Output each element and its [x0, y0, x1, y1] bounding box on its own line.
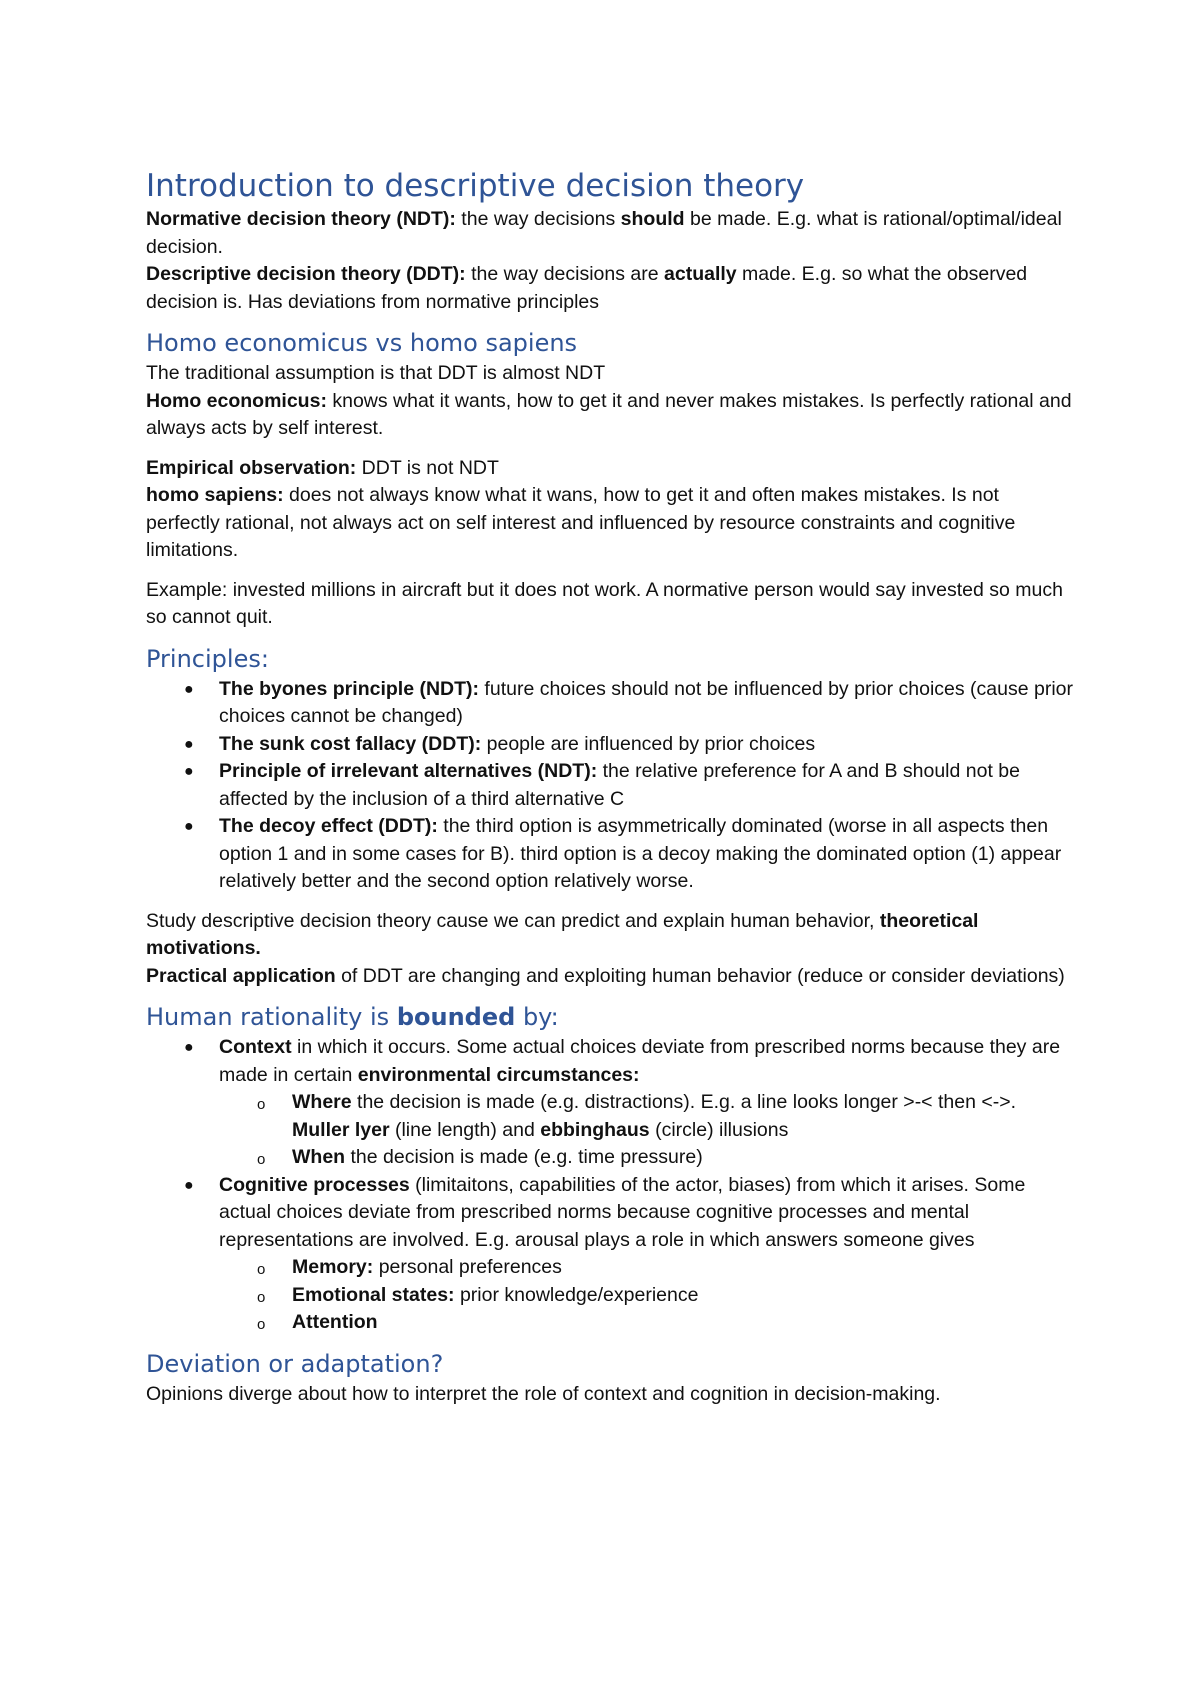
context-term: Context — [219, 1036, 292, 1058]
homo-economicus-term: Homo economicus: — [146, 389, 327, 412]
theoretical-motivations: theoretical motivations. — [146, 909, 979, 959]
when-term: When — [292, 1146, 346, 1168]
memory-term: Memory: — [292, 1256, 374, 1278]
list-item — [219, 1089, 1076, 1144]
sub-bullet-icon: o — [257, 1288, 266, 1306]
ddt-term: Descriptive decision theory (DDT): — [146, 263, 466, 285]
principle-text: future choices should not be influenced by prior choices (cause prior choices cannot be changed) — [219, 677, 1074, 727]
list-item — [219, 1309, 1076, 1337]
ndt-definition — [146, 206, 1076, 261]
practical-application — [146, 963, 1076, 991]
list-item — [219, 1144, 1076, 1172]
list-item — [146, 1034, 1076, 1172]
principle-term: Principle of irrelevant alternatives (NDT): — [219, 760, 598, 782]
section-heading-homo: Homo economicus vs homo sapiens — [146, 329, 578, 357]
deviation-text: Opinions diverge about how to interpret the role of context and cognition in decision-making. — [146, 1382, 941, 1405]
empirical-text: DDT is not NDT — [356, 456, 499, 479]
practical-application-term: Practical application — [146, 964, 336, 987]
document-body — [146, 168, 1076, 1408]
ebbinghaus: ebbinghaus — [540, 1118, 650, 1141]
list-item — [219, 1282, 1076, 1310]
ndt-text-2: be made. E.g. what is rational/optimal/ideal decision. — [146, 208, 1062, 258]
cognitive-sublist — [219, 1254, 1076, 1337]
context-sublist — [219, 1089, 1076, 1172]
where-text-2: (line length) and — [389, 1118, 541, 1141]
where-text-3: (circle) illusions — [649, 1118, 789, 1141]
homo-sapiens-text: does not always know what it wans, how to get it and often makes mistakes. Is not perfectly rational, not always act on self interest and influenced by resource constraints and cognitive limitations. — [146, 484, 1016, 561]
bullet-icon: ● — [184, 1176, 194, 1194]
emotional-states-text: prior knowledge/experience — [454, 1283, 699, 1306]
homo-sapiens-term: homo sapiens: — [146, 484, 284, 506]
environmental-circumstances: environmental circumstances: — [357, 1063, 640, 1086]
bullet-icon: ● — [184, 818, 194, 835]
bullet-icon: ● — [184, 680, 194, 698]
ndt-emphasis: should — [620, 208, 685, 230]
principle-term: The sunk cost fallacy (DDT): — [219, 732, 482, 755]
list-item — [146, 731, 1076, 759]
principle-text: the relative preference for A and B should not be affected by the inclusion of a third alternative C — [219, 760, 1020, 810]
principle-text: the third option is asymmetrically dominated (worse in all aspects then option 1 and in some cases for B). third option is a decoy making the dominated option (1) appear relatively better and the second option relatively worse. — [219, 815, 1062, 892]
when-text: the decision is made (e.g. time pressure) — [345, 1146, 703, 1168]
memory-text: personal preferences — [373, 1256, 562, 1278]
ddt-text-2: made. E.g. so what the observed decision is. Has deviations from normative principles — [146, 263, 1028, 313]
bounded-heading-post: by: — [515, 1003, 559, 1031]
emotional-states-term: Emotional states: — [292, 1283, 455, 1306]
cognitive-processes-term: Cognitive processes — [219, 1173, 410, 1196]
traditional-assumption: The traditional assumption is that DDT is almost NDT — [146, 362, 606, 384]
principle-term: The decoy effect (DDT): — [219, 815, 438, 837]
aircraft-example: Example: invested millions in aircraft but it does not work. A normative person would say invested so much so cannot quit. — [146, 578, 1063, 628]
list-item — [146, 758, 1076, 813]
page-title: Introduction to descriptive decision theory — [146, 168, 805, 204]
bounded-heading-bold: bounded — [396, 1003, 516, 1031]
practical-application-text: of DDT are changing and exploiting human behavior (reduce or consider deviations) — [335, 964, 1065, 987]
list-item — [219, 1254, 1076, 1282]
muller-lyer: Muller lyer — [292, 1118, 390, 1141]
context-text: in which it occurs. Some actual choices deviate from prescribed norms because they are made in certain — [219, 1036, 1061, 1086]
where-text-1: the decision is made (e.g. distractions). E.g. a line looks longer >-< then <->. — [351, 1091, 1017, 1113]
bullet-icon: ● — [184, 1039, 194, 1056]
principles-list — [146, 676, 1076, 896]
list-item — [146, 676, 1076, 731]
empirical-observation — [146, 455, 1076, 483]
study-text-1: Study descriptive decision theory cause we can predict and explain human behavior, — [146, 909, 880, 932]
ddt-emphasis: actually — [664, 263, 737, 285]
bullet-icon: ● — [184, 735, 194, 753]
sub-bullet-icon: o — [257, 1096, 266, 1113]
section-heading-deviation: Deviation or adaptation? — [146, 1349, 444, 1378]
ndt-text-1: the way decisions — [455, 208, 621, 230]
list-item — [146, 813, 1076, 896]
ddt-text-1: the way decisions are — [465, 263, 665, 285]
principle-term: The byones principle (NDT): — [219, 677, 480, 700]
study-motivation — [146, 908, 1076, 963]
bullet-icon: ● — [184, 763, 194, 780]
sub-bullet-icon: o — [257, 1151, 266, 1168]
homo-sapiens-definition — [146, 482, 1076, 565]
bounded-heading-pre: Human rationality is — [146, 1003, 397, 1031]
where-term: Where — [292, 1091, 352, 1113]
bounded-list — [146, 1034, 1076, 1337]
empirical-term: Empirical observation: — [146, 456, 357, 479]
ndt-term: Normative decision theory (NDT): — [146, 208, 456, 230]
ddt-definition — [146, 261, 1076, 316]
cognitive-processes-text: (limitaitons, capabilities of the actor, biases) from which it arises. Some actual choices deviate from prescribed norms because cognitive processes and mental representations are involved. E.g. arousal plays a role in which answers someone gives — [219, 1173, 1026, 1251]
principle-text: people are influenced by prior choices — [481, 732, 816, 755]
homo-economicus-definition — [146, 388, 1076, 443]
attention-term: Attention — [292, 1311, 378, 1333]
sub-bullet-icon: o — [257, 1261, 266, 1278]
sub-bullet-icon: o — [257, 1316, 266, 1333]
section-heading-principles: Principles: — [146, 644, 269, 673]
list-item — [146, 1172, 1076, 1337]
homo-economicus-text: knows what it wants, how to get it and never makes mistakes. Is perfectly rational and always acts by self interest. — [146, 389, 1072, 439]
section-heading-bounded — [146, 1002, 1076, 1032]
